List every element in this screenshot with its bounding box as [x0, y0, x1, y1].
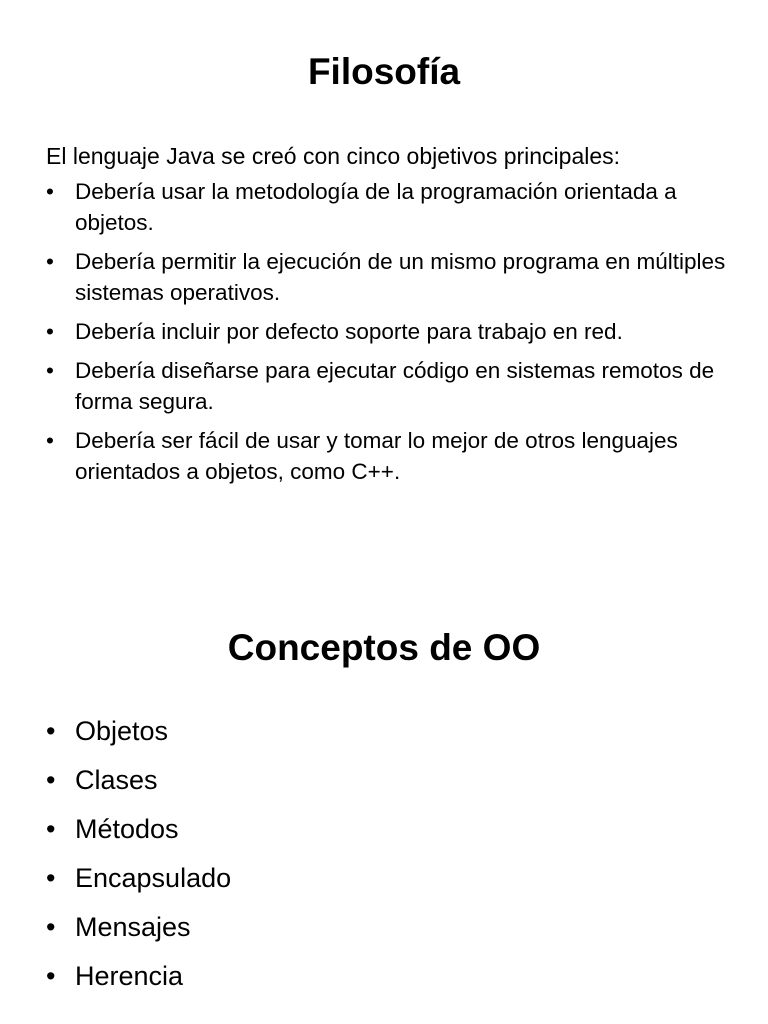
bullet-icon: •	[46, 249, 54, 274]
list-item	[46, 862, 646, 895]
slide-title: Conceptos de OO	[227, 627, 541, 668]
list-item	[46, 176, 736, 238]
bullet-icon: •	[46, 961, 56, 991]
intro-text: El lenguaje Java se creó con cinco objetivos principales:	[46, 143, 621, 169]
list-item-text: Métodos	[75, 814, 179, 844]
list-item-text: Encapsulado	[75, 863, 232, 893]
bullet-icon: •	[46, 814, 56, 844]
bullet-icon: •	[46, 428, 54, 453]
list-item-text: Debería diseñarse para ejecutar código en sistemas remotos de forma segura.	[75, 358, 715, 414]
list-item-text: Debería ser fácil de usar y tomar lo mejor de otros lenguajes orientados a objetos, como C++.	[75, 428, 678, 484]
bullet-icon: •	[46, 765, 56, 795]
list-item	[46, 246, 736, 308]
list-item	[46, 960, 646, 993]
list-item	[46, 813, 646, 846]
bullet-icon: •	[46, 863, 56, 893]
list-item	[46, 715, 646, 748]
concepts-list	[46, 715, 646, 1009]
list-item	[46, 355, 736, 417]
bullet-icon: •	[46, 358, 54, 383]
list-item-text: Debería incluir por defecto soporte para trabajo en red.	[75, 319, 623, 344]
bullet-icon: •	[46, 179, 54, 204]
slide-conceptos-oo	[0, 512, 768, 1024]
bullet-icon: •	[46, 716, 56, 746]
bullet-icon: •	[46, 319, 54, 344]
list-item-text: Clases	[75, 765, 158, 795]
list-item-text: Objetos	[75, 716, 169, 746]
list-item-text: Mensajes	[75, 912, 191, 942]
slide-title: Filosofía	[307, 51, 461, 92]
list-item	[46, 316, 736, 347]
list-item-text: Debería usar la metodología de la programación orientada a objetos.	[75, 179, 677, 235]
list-item-text: Debería permitir la ejecución de un mismo programa en múltiples sistemas operativos.	[75, 249, 726, 305]
list-item	[46, 911, 646, 944]
list-item-text: Herencia	[75, 961, 184, 991]
list-item	[46, 764, 646, 797]
bullet-icon: •	[46, 912, 56, 942]
list-item	[46, 425, 736, 487]
objectives-list	[46, 176, 736, 495]
